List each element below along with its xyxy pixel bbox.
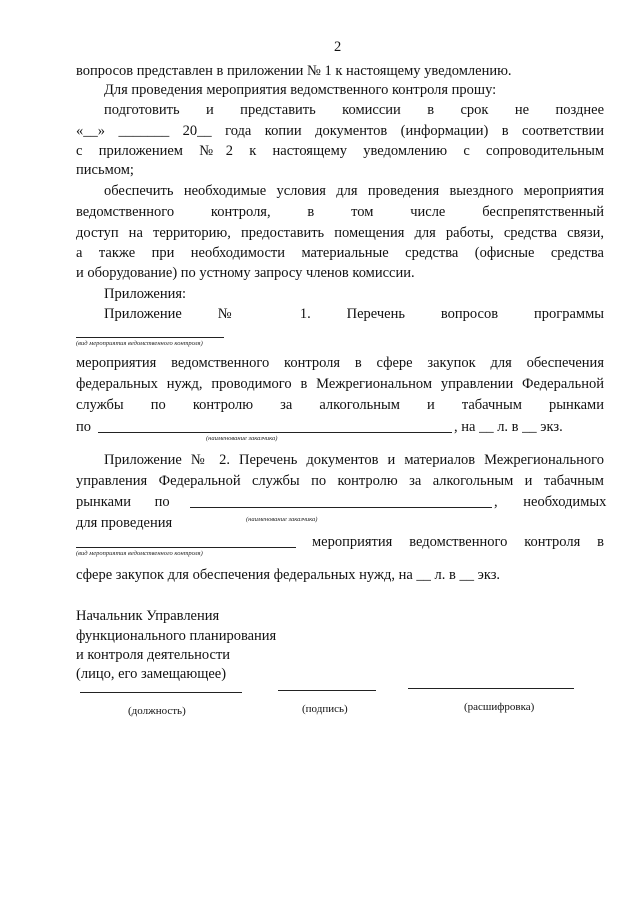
text-line: обеспечить необходимые условия для проведения выездного мероприятия (104, 183, 604, 199)
position-label: (должность) (128, 705, 186, 717)
customer-name-blank-line (98, 432, 452, 433)
signature-line (278, 690, 376, 691)
signature-label: (подпись) (302, 703, 348, 715)
text-fragment: для проведения (76, 515, 173, 531)
event-type-caption-2: (вид мероприятия ведомственного контроля) (76, 550, 203, 557)
text-line: с приложением №2 к настоящему уведомлению с сопроводительным (76, 143, 604, 159)
signatory-title-line: и контроля деятельности (76, 647, 231, 663)
signatory-title-line: (лицо, его замещающее) (76, 666, 227, 682)
text-line: Приложение № 2. Перечень документов и материалов Межрегионального (104, 452, 604, 468)
text-fragment: рынками по (76, 494, 170, 510)
text-line: мероприятия ведомственного контроля в сфере закупок для обеспечения (76, 355, 604, 371)
text-line: подготовить и представить комиссии в срок не позднее (104, 102, 604, 118)
text-fragment: мероприятия ведомственного контроля в (312, 534, 604, 550)
text-line: и оборудование) по устному запросу членов комиссии. (76, 265, 415, 281)
text-line: службы по контролю за алкогольным и табачным рынками (76, 397, 604, 413)
text-fragment: , на __ л. в __ экз. (454, 419, 563, 435)
event-type-caption: (вид мероприятия ведомственного контроля) (76, 340, 203, 347)
text-line: письмом; (76, 162, 134, 178)
text-line: Приложение № 1. Перечень вопросов программы (104, 306, 604, 322)
position-signature-line (80, 692, 242, 693)
text-line: доступ на территорию, предоставить помещения для работы, средства связи, (76, 225, 604, 241)
event-type-blank-line (76, 337, 224, 338)
text-line: ведомственного контроля, в том числе беспрепятственный (76, 204, 604, 220)
text-line: федеральных нужд, проводимого в Межрегиональном управлении Федеральной (76, 376, 604, 392)
signatory-title-line: Начальник Управления (76, 608, 220, 624)
text-fragment: , необходимых (494, 494, 607, 510)
customer-name-caption: (наименование заказчика) (206, 435, 278, 442)
customer-name-blank-line-2 (190, 507, 492, 508)
text-line: Для проведения мероприятия ведомственного контроля прошу: (104, 82, 497, 98)
text-line: управления Федеральной службы по контролю за алкогольным и табачным (76, 473, 604, 489)
page-number: 2 (334, 39, 342, 55)
signatory-title-line: функционального планирования (76, 628, 277, 644)
appendices-heading: Приложения: (104, 286, 187, 302)
text-line: а также при необходимости материальные средства (офисные средства (76, 245, 604, 261)
text-line: «__» _______ 20__ года копии документов (информации) в соответствии (76, 123, 604, 139)
decoding-label: (расшифровка) (464, 701, 535, 713)
text-line: вопросов представлен в приложении № 1 к настоящему уведомлению. (76, 63, 512, 79)
decoding-signature-line (408, 688, 574, 689)
text-fragment: по (76, 419, 92, 435)
text-line: сфере закупок для обеспечения федеральных нужд, на __ л. в __ экз. (76, 567, 501, 583)
event-type-blank-line-2 (76, 547, 296, 548)
customer-name-caption-2: (наименование заказчика) (246, 516, 318, 523)
